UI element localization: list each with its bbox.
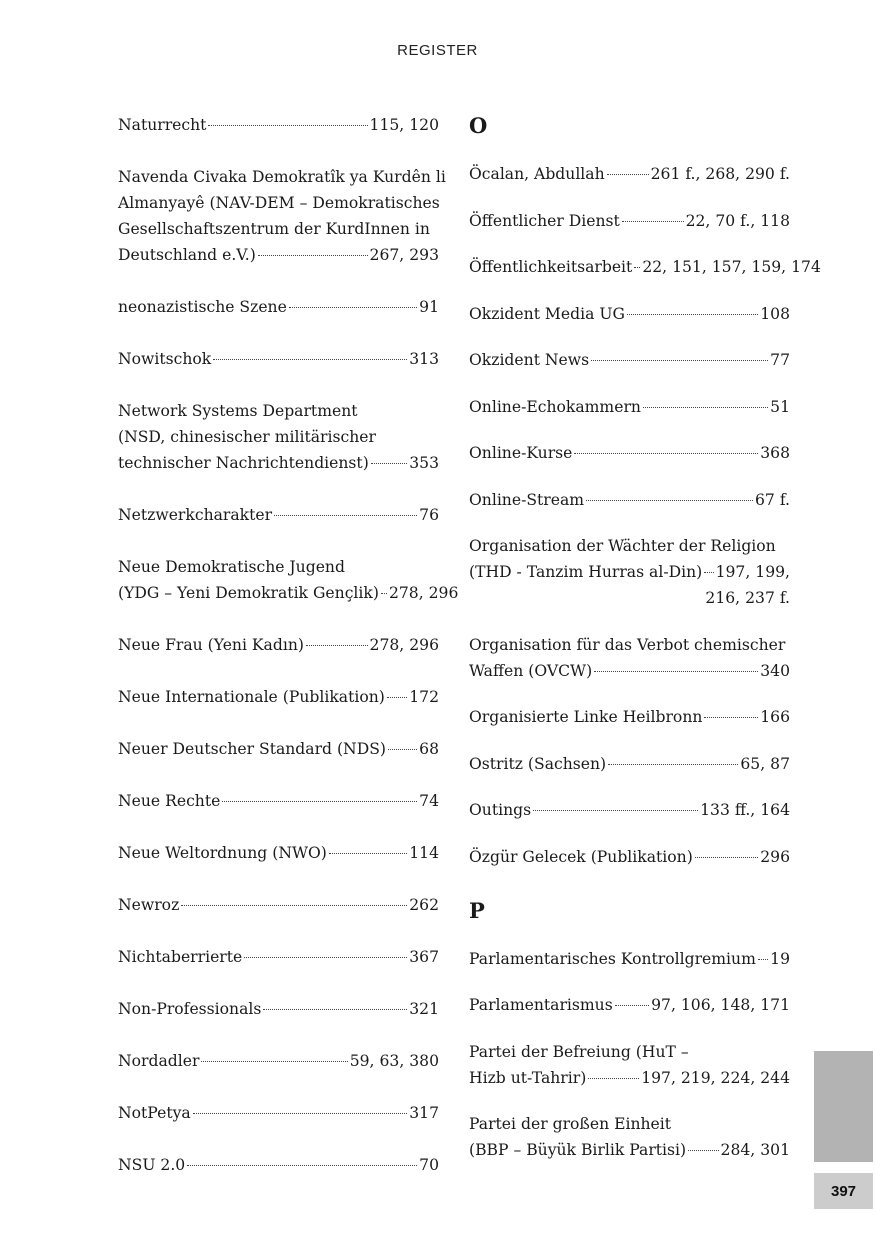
entry-page-refs: 296 xyxy=(760,847,790,866)
index-entry xyxy=(469,946,790,972)
dot-leader xyxy=(306,645,368,646)
entry-term: Online-Stream xyxy=(469,490,585,509)
entry-page-refs: 22, 70 f., 118 xyxy=(685,211,790,230)
entry-last-line xyxy=(469,440,790,466)
entry-last-line xyxy=(118,684,439,710)
entry-page-refs: 317 xyxy=(409,1104,439,1122)
dot-leader xyxy=(274,515,417,516)
index-entry xyxy=(469,992,790,1018)
entry-term-line: Neue Demokratische Jugend xyxy=(118,558,345,576)
entry-last-line xyxy=(118,944,439,970)
index-column-left xyxy=(118,112,459,1204)
entry-page-refs: 77 xyxy=(770,351,790,369)
index-entry xyxy=(118,554,459,606)
entry-page-refs: 172 xyxy=(409,688,439,706)
index-entry xyxy=(118,840,439,866)
entry-last-line xyxy=(469,161,790,187)
dot-leader xyxy=(588,1078,639,1079)
entry-last-line xyxy=(118,1152,439,1178)
entry-term: Naturrecht xyxy=(118,116,207,134)
index-entry xyxy=(469,533,790,611)
dot-leader xyxy=(187,1165,417,1166)
entry-term-line: Organisation der Wächter der Religion xyxy=(469,537,776,555)
dot-leader xyxy=(586,500,753,501)
entry-term: Hizb ut-Tahrir) xyxy=(469,1068,587,1087)
entry-term: Organisierte Linke Heilbronn xyxy=(469,708,703,726)
entry-page-refs: 67 f. xyxy=(755,490,790,509)
thumb-tab xyxy=(814,1051,873,1162)
entry-page-refs: 267, 293 xyxy=(369,246,439,264)
entry-term: Online-Echokammern xyxy=(469,397,641,416)
entry-term: technischer Nachrichtendienst) xyxy=(118,454,369,472)
entry-page-refs: 51 xyxy=(770,397,790,416)
index-entry xyxy=(469,1039,790,1091)
entry-term: Ostritz (Sachsen) xyxy=(469,754,607,773)
dot-leader xyxy=(208,125,367,126)
entry-page-refs: 278, 296 xyxy=(369,636,439,654)
entry-term-line: Navenda Civaka Demokratîk ya Kurdên li xyxy=(118,168,446,186)
entry-page-refs: 261 f., 268, 290 f. xyxy=(650,165,790,183)
dot-leader xyxy=(643,407,768,408)
entry-page-refs: 91 xyxy=(419,298,439,316)
index-entry xyxy=(118,294,439,320)
entry-term: Non-Professionals xyxy=(118,1000,262,1018)
entry-last-line xyxy=(469,347,790,373)
entry-term: Nowitschok xyxy=(118,350,212,368)
index-entry xyxy=(118,788,439,814)
dot-leader xyxy=(201,1061,347,1062)
dot-leader xyxy=(258,255,368,256)
entry-page-refs: 76 xyxy=(419,506,439,524)
entry-term: Okzident News xyxy=(469,351,590,369)
entry-last-line xyxy=(118,996,439,1022)
dot-leader xyxy=(758,959,768,960)
dot-leader xyxy=(704,572,713,573)
entry-term: Outings xyxy=(469,801,532,819)
entry-page-refs: 68 xyxy=(419,740,439,758)
index-entry xyxy=(118,346,439,372)
running-head: REGISTER xyxy=(397,42,478,59)
entry-last-line xyxy=(118,788,439,814)
index-entry xyxy=(469,844,790,870)
entry-last-line xyxy=(118,294,439,320)
entry-term: Öffentlichkeitsarbeit xyxy=(469,258,633,276)
index-entry xyxy=(118,632,439,658)
entry-last-line xyxy=(118,632,439,658)
index-entry xyxy=(118,1152,439,1178)
index-entry xyxy=(118,892,439,918)
dot-leader xyxy=(688,1150,718,1151)
entry-last-line xyxy=(118,242,439,268)
dot-leader xyxy=(289,307,417,308)
entry-term: Deutschland e.V.) xyxy=(118,246,256,264)
entry-term: NSU 2.0 xyxy=(118,1156,186,1174)
entry-term: Neue Weltordnung (NWO) xyxy=(118,844,327,862)
index-entry xyxy=(469,301,790,327)
entry-page-refs: 133 ff., 164 xyxy=(700,801,790,819)
entry-last-line xyxy=(118,450,439,476)
index-entry xyxy=(118,996,439,1022)
index-entry xyxy=(469,1111,790,1163)
entry-last-line xyxy=(118,892,439,918)
dot-leader xyxy=(607,174,649,175)
entry-last-line xyxy=(118,1100,439,1126)
entry-term-line: Partei der großen Einheit xyxy=(469,1115,672,1133)
entry-last-line xyxy=(469,208,790,234)
entry-term: Online-Kurse xyxy=(469,444,573,462)
index-entry xyxy=(469,632,790,684)
dot-leader xyxy=(594,671,758,672)
entry-term: Neue Frau (Yeni Kadın) xyxy=(118,636,304,654)
dot-leader xyxy=(387,697,407,698)
index-entry xyxy=(469,394,790,420)
entry-term-line: (NSD, chinesischer militärischer xyxy=(118,428,376,446)
entry-page-refs: 108 xyxy=(760,304,790,323)
entry-term: Öffentlicher Dienst xyxy=(469,211,620,230)
entry-page-refs: 97, 106, 148, 171 xyxy=(651,996,790,1014)
dot-leader xyxy=(181,905,407,906)
index-entry xyxy=(469,208,790,234)
entry-term: neonazistische Szene xyxy=(118,298,287,316)
index-entry xyxy=(469,751,790,777)
dot-leader xyxy=(591,360,768,361)
index-entry xyxy=(469,254,821,280)
dot-leader xyxy=(371,463,407,464)
index-entry xyxy=(118,736,439,762)
index-entry xyxy=(118,944,439,970)
entry-last-line xyxy=(469,797,790,823)
index-entry xyxy=(469,487,790,513)
entry-term: Nordadler xyxy=(118,1052,200,1070)
index-entry xyxy=(118,1048,439,1074)
entry-last-line xyxy=(469,992,790,1018)
dot-leader xyxy=(622,221,684,222)
index-entry xyxy=(469,347,790,373)
entry-term: Neuer Deutscher Standard (NDS) xyxy=(118,740,386,758)
index-entry xyxy=(118,164,446,268)
dot-leader xyxy=(627,314,758,315)
entry-page-refs: 70 xyxy=(419,1156,439,1174)
dot-leader xyxy=(222,801,417,802)
index-entry xyxy=(118,502,439,528)
entry-page-refs: 284, 301 xyxy=(720,1141,790,1159)
entry-term-line: Organisation für das Verbot chemischer xyxy=(469,635,786,654)
dot-leader xyxy=(244,957,407,958)
index-entry xyxy=(469,161,790,187)
entry-page-refs: 313 xyxy=(409,350,439,368)
entry-last-line xyxy=(469,704,790,730)
entry-page-refs: 278, 296 xyxy=(388,584,459,602)
entry-page-refs: 367 xyxy=(409,948,439,966)
index-entry xyxy=(118,398,439,476)
entry-term: Özgür Gelecek (Publikation) xyxy=(469,847,693,866)
entry-last-line xyxy=(118,840,439,866)
entry-page-refs: 166 xyxy=(760,708,790,726)
entry-term-line: Network Systems Department xyxy=(118,402,358,420)
entry-page-refs: 353 xyxy=(409,454,439,472)
dot-leader xyxy=(381,593,387,594)
dot-leader xyxy=(329,853,407,854)
entry-page-refs: 321 xyxy=(409,1000,439,1018)
entry-last-line xyxy=(469,658,790,684)
index-entry xyxy=(118,112,439,138)
entry-term: NotPetya xyxy=(118,1104,191,1122)
entry-last-line xyxy=(118,502,439,528)
entry-page-refs: 340 xyxy=(760,661,790,680)
entry-last-line xyxy=(118,1048,439,1074)
entry-page-refs: 65, 87 xyxy=(740,754,790,773)
entry-page-refs: 74 xyxy=(419,792,439,810)
dot-leader xyxy=(615,1005,649,1006)
entry-term: Parlamentarismus xyxy=(469,996,613,1014)
index-entry xyxy=(118,1100,439,1126)
entry-term: Netzwerkcharakter xyxy=(118,506,273,524)
entry-last-line xyxy=(469,301,790,327)
entry-term-line: Almanyayê (NAV-DEM – Demokratisches xyxy=(118,194,440,212)
entry-page-refs: 197, 219, 224, 244 xyxy=(641,1068,790,1087)
entry-term: Neue Internationale (Publikation) xyxy=(118,688,385,706)
entry-last-line xyxy=(469,1065,790,1091)
dot-leader xyxy=(213,359,407,360)
entry-last-line xyxy=(469,559,790,585)
entry-last-line xyxy=(118,580,459,606)
section-letter-o: O xyxy=(469,113,488,138)
dot-leader xyxy=(608,764,738,765)
dot-leader xyxy=(695,857,758,858)
entry-last-line xyxy=(469,394,790,420)
index-column-right xyxy=(469,112,821,1184)
entry-term: Waffen (OVCW) xyxy=(469,661,593,680)
entry-last-line xyxy=(118,736,439,762)
dot-leader xyxy=(263,1009,407,1010)
entry-term: Parlamentarisches Kontrollgremium xyxy=(469,949,756,968)
entry-page-refs: 197, 199, xyxy=(715,563,790,581)
entry-term-line: Gesellschaftszentrum der KurdInnen in xyxy=(118,220,430,238)
entry-page-refs: 262 xyxy=(409,896,439,914)
entry-page-refs: 368 xyxy=(760,444,790,462)
entry-term: Öcalan, Abdullah xyxy=(469,165,605,183)
entry-last-line xyxy=(469,751,790,777)
index-entry xyxy=(469,797,790,823)
dot-leader xyxy=(388,749,417,750)
entry-last-line xyxy=(118,346,439,372)
index-entry xyxy=(469,704,790,730)
entry-term: (YDG – Yeni Demokratik Gençlik) xyxy=(118,584,379,602)
entry-last-line xyxy=(469,487,790,513)
dot-leader xyxy=(574,453,758,454)
dot-leader xyxy=(193,1113,408,1114)
entry-last-line xyxy=(469,254,821,280)
index-section-p xyxy=(469,946,790,1164)
index-entry xyxy=(118,684,439,710)
entry-term: Newroz xyxy=(118,896,180,914)
index-section-o xyxy=(469,161,821,870)
entry-page-refs: 22, 151, 157, 159, 174 xyxy=(642,258,821,276)
entry-term: Neue Rechte xyxy=(118,792,221,810)
dot-leader xyxy=(533,810,698,811)
entry-term: (BBP – Büyük Birlik Partisi) xyxy=(469,1141,687,1159)
section-letter-p: P xyxy=(469,897,485,923)
dot-leader xyxy=(634,267,640,268)
entry-page-refs: 115, 120 xyxy=(369,116,439,134)
page-number: 397 xyxy=(814,1173,873,1209)
entry-last-line xyxy=(469,946,790,972)
entry-last-line xyxy=(118,112,439,138)
entry-term: (THD - Tanzim Hurras al-Din) xyxy=(469,563,703,581)
entry-page-refs: 114 xyxy=(409,844,439,862)
entry-last-line xyxy=(469,1137,790,1163)
entry-term: Okzident Media UG xyxy=(469,304,625,323)
entry-page-refs: 59, 63, 380 xyxy=(349,1052,439,1070)
index-entry xyxy=(469,440,790,466)
entry-page-refs-continued: 216, 237 f. xyxy=(705,589,790,607)
entry-term: Nichtaberrierte xyxy=(118,948,243,966)
dot-leader xyxy=(704,717,758,718)
entry-term-line: Partei der Befreiung (HuT – xyxy=(469,1042,689,1061)
entry-last-line xyxy=(469,844,790,870)
entry-page-refs: 19 xyxy=(770,949,790,968)
